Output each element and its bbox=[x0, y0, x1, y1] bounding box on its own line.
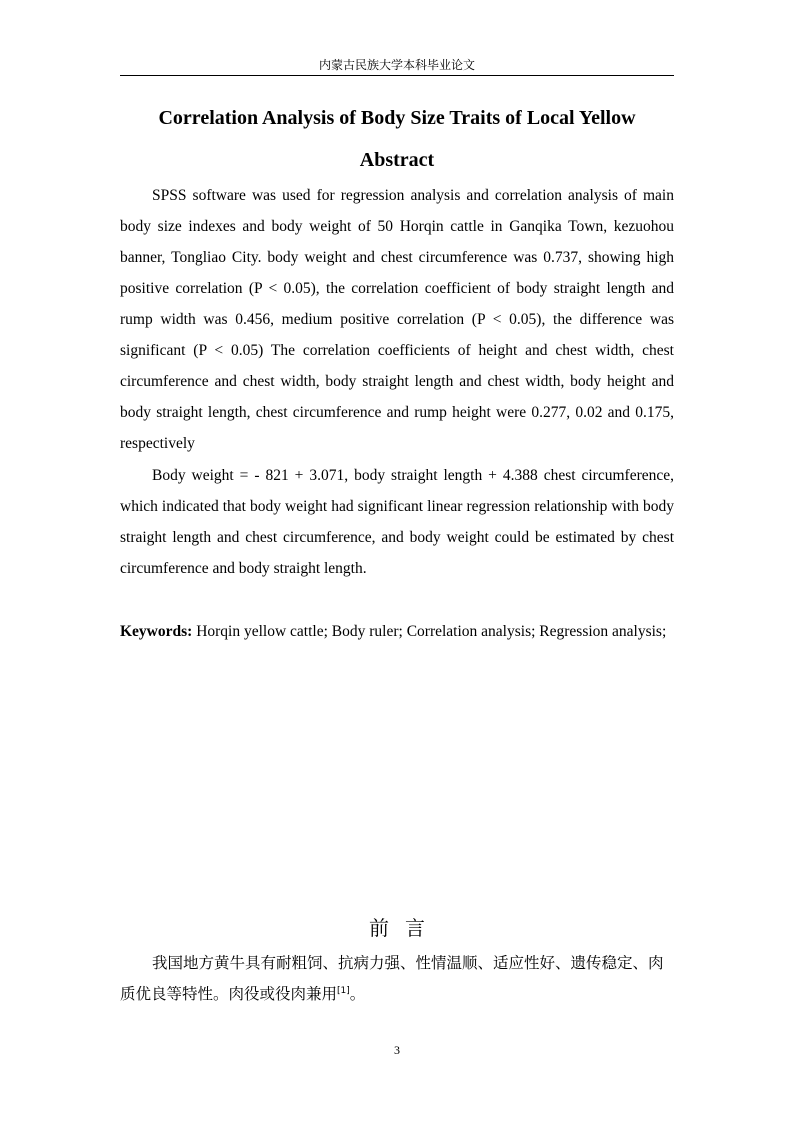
citation-marker: [1] bbox=[337, 985, 350, 996]
running-header: 内蒙古民族大学本科毕业论文 bbox=[318, 58, 475, 72]
header-rule bbox=[120, 75, 674, 76]
abstract-heading: Abstract bbox=[359, 149, 435, 171]
abstract-paragraph-2: Body weight = - 821 + 3.071, body straight length + 4.388 chest circumference, which indicated that body weight had significant linear regression relationship with body straight length and chest circumference, and body weight could be estimated by chest circumference and body straight length. bbox=[120, 467, 674, 577]
paper-title: Correlation Analysis of Body Size Traits of Local Yellow bbox=[158, 107, 636, 129]
preface-end-punct: 。 bbox=[349, 985, 366, 1003]
preface-paragraph bbox=[120, 948, 678, 1010]
keywords-label: Keywords: bbox=[120, 623, 193, 640]
preface-text: 我国地方黄牛具有耐粗饲、抗病力强、性情温顺、适应性好、遗传稳定、肉质优良等特性。肉役或役肉兼用 bbox=[120, 954, 664, 1003]
keywords-line bbox=[120, 616, 674, 647]
preface-heading: 前言 bbox=[369, 916, 441, 940]
keywords-text: Horqin yellow cattle; Body ruler; Correlation analysis; Regression analysis; bbox=[192, 623, 667, 640]
page-number: 3 bbox=[394, 1043, 400, 1057]
abstract-paragraph-1: SPSS software was used for regression analysis and correlation analysis of main body size indexes and body weight of 50 Horqin cattle in Ganqika Town, kezuohou banner, Tongliao City. body weight and chest circumference was 0.737, showing high positive correlation (P < 0.05), the correlation coefficient of body straight length and rump width was 0.456, medium positive correlation (P < 0.05), the difference was significant (P < 0.05) The correlation coefficients of height and chest width, chest circumference and chest width, body straight length and chest width, body height and body straight length, chest circumference and rump height were 0.277, 0.02 and 0.175, respectively bbox=[120, 187, 674, 452]
